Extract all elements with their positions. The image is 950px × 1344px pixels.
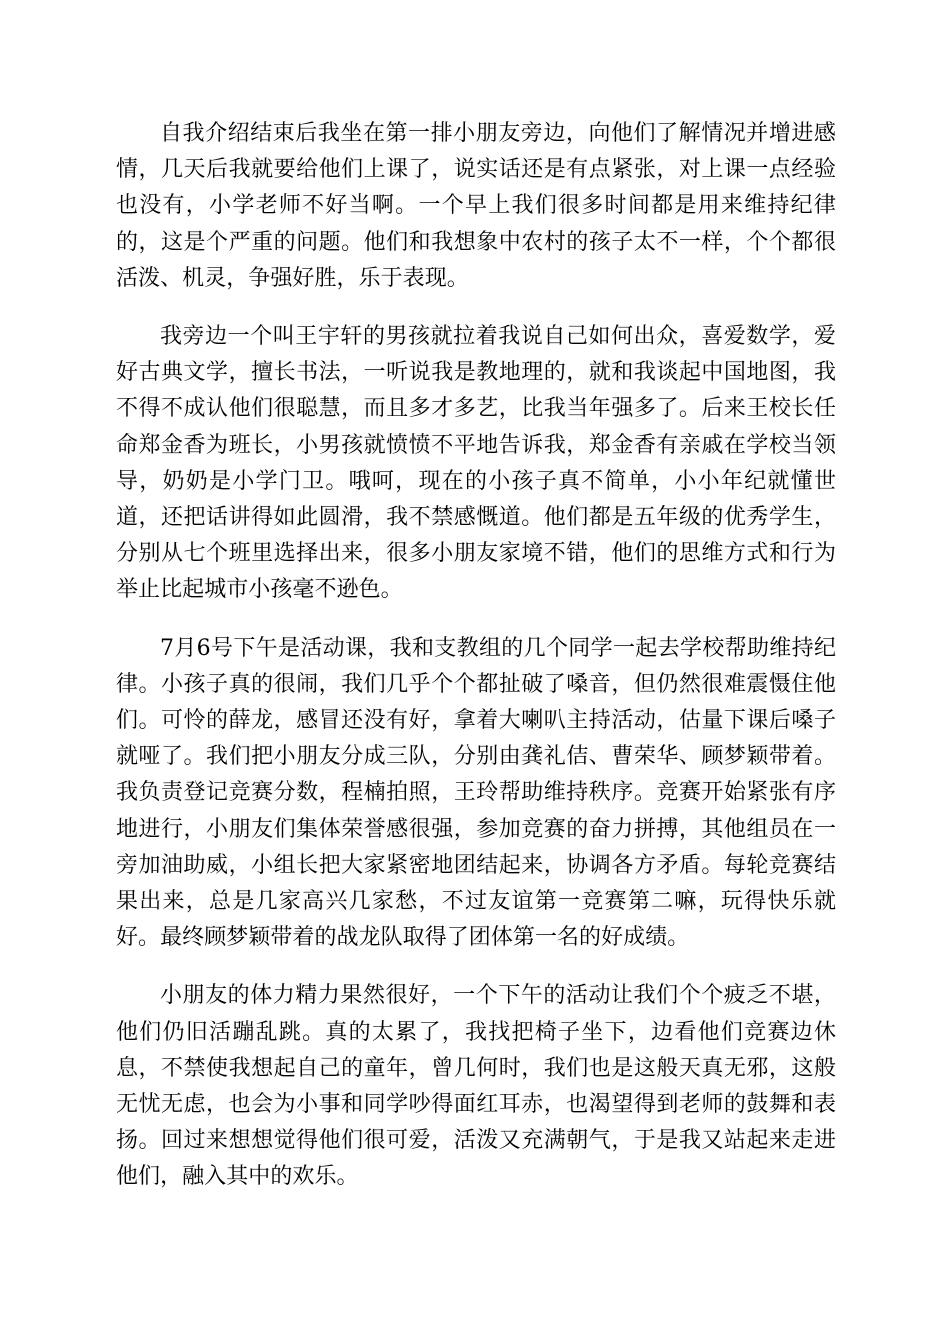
paragraph-1: 自我介绍结束后我坐在第一排小朋友旁边，向他们了解情况并增进感情，几天后我就要给他们上课了，说实话还是有点紧张，对上课一点经验也没有，小学老师不好当啊。一个早上我们很多时间都是用来维持纪律的，这是个严重的问题。他们和我想象中农村的孩子太不一样，个个都很活泼、机灵，争强好胜，乐于表现。 (116, 121, 836, 291)
paragraph-4: 小朋友的体力精力果然很好，一个下午的活动让我们个个疲乏不堪，他们仍旧活蹦乱跳。真的太累了，我找把椅子坐下，边看他们竞赛边休息，不禁使我想起自己的童年，曾几何时，我们也是这般天真无邪，这般无忧无虑，也会为小事和同学吵得面红耳赤，也渴望得到老师的鼓舞和表扬。回过来想想觉得他们很可爱，活泼又充满朝气，于是我又站起来走进他们，融入其中的欢乐。 (116, 983, 836, 1190)
paragraph-2: 我旁边一个叫王宇轩的男孩就拉着我说自己如何出众，喜爱数学，爱好古典文学，擅长书法，一听说我是教地理的，就和我谈起中国地图，我不得不成认他们很聪慧，而且多才多艺，比我当年强多了。后来王校长任命郑金香为班长，小男孩就愤愤不平地告诉我，郑金香有亲戚在学校当领导，奶奶是小学门卫。哦呵，现在的小孩子真不简单，小小年纪就懂世道，还把话讲得如此圆滑，我不禁感慨道。他们都是五年级的优秀学生，分别从七个班里选择出来，很多小朋友家境不错，他们的思维方式和行为举止比起城市小孩毫不逊色。 (116, 324, 836, 603)
paragraph-3: 7月6号下午是活动课，我和支教组的几个同学一起去学校帮助维持纪律。小孩子真的很闹，我们几乎个个都扯破了嗓音，但仍然很难震慑住他们。可怜的薛龙，感冒还没有好，拿着大喇叭主持活动，估量下课后嗓子就哑了。我们把小朋友分成三队，分别由龚礼佶、曹荣华、顾梦颖带着。我负责登记竞赛分数，程楠拍照，王玲帮助维持秩序。竞赛开始紧张有序地进行，小朋友们集体荣誉感很强，参加竞赛的奋力拼搏，其他组员在一旁加油助威，小组长把大家紧密地团结起来，协调各方矛盾。每轮竞赛结果出来，总是几家高兴几家愁，不过友谊第一竞赛第二嘛，玩得快乐就好。最终顾梦颖带着的战龙队取得了团体第一名的好成绩。 (116, 635, 836, 951)
document-page (116, 116, 836, 1218)
